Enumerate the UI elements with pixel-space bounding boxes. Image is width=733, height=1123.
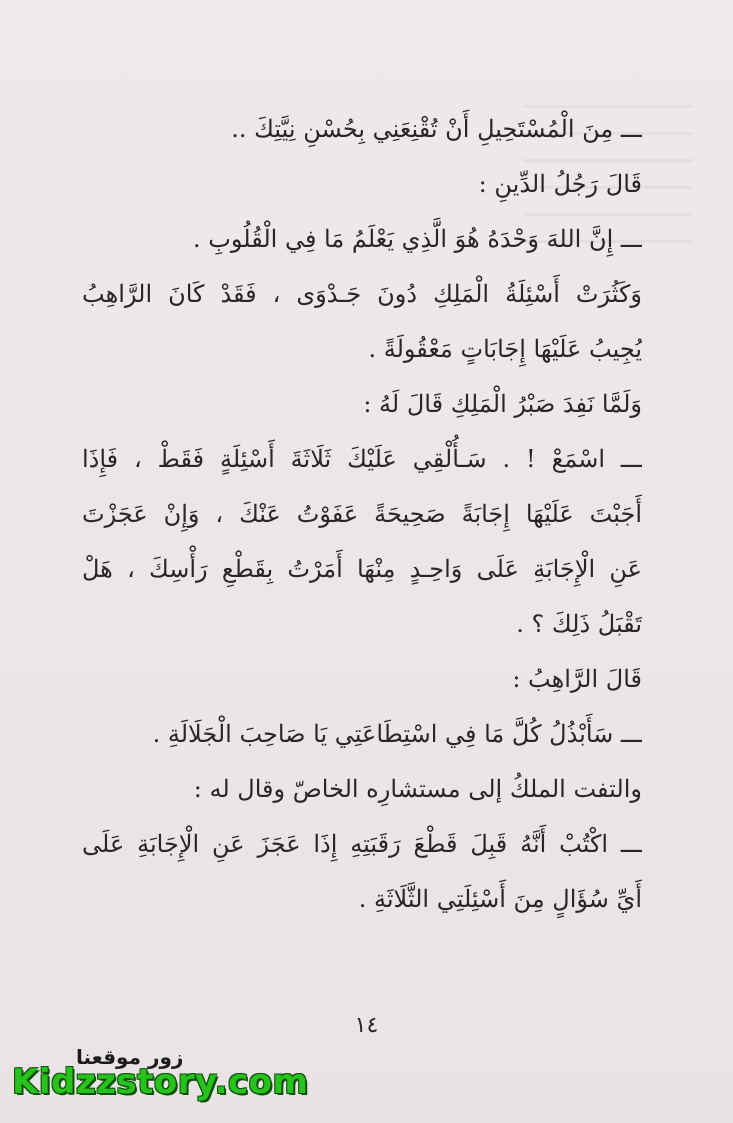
text-line-4: وَكَثُرَتْ أَسْئِلَةُ الْمَلِكِ دُونَ جَـدْوَى ، فَقَدْ كَانَ الرَّاهِبُ [82, 280, 642, 308]
text-line-6: وَلَمَّا نَفِدَ صَبْرُ الْمَلِكِ قَالَ لَهُ : [363, 390, 642, 418]
text-line-3: ـــ إِنَّ اللهَ وَحْدَهُ هُوَ الَّذِي يَعْلَمُ مَا فِي الْقُلُوبِ . [193, 225, 642, 253]
story-text [82, 102, 642, 927]
text-line-5: يُجِيبُ عَلَيْهَا إِجَابَاتٍ مَعْقُولَةً . [368, 335, 642, 363]
text-line-7: ـــ اسْمَعْ ! . سَـأُلْقِي عَلَيْكَ ثَلَاثَةَ أَسْئِلَةٍ فَقَطْ ، فَإِذَا [82, 445, 642, 473]
text-line-14: ـــ اكْتُبْ أَنَّهُ قَبِلَ قَطْعَ رَقَبَتِهِ إِذَا عَجَزَ عَنِ الْإِجَابَةِ عَلَى [82, 830, 642, 858]
text-line-12: ـــ سَأَبْذُلُ كُلَّ مَا فِي اسْتِطَاعَتِي يَا صَاحِبَ الْجَلَالَةِ . [152, 720, 642, 748]
page-number: ١٤ [354, 1013, 379, 1038]
text-line-2: قَالَ رَجُلُ الدِّينِ : [478, 170, 642, 198]
watermark-arabic: زور موقعنا [76, 1045, 184, 1069]
text-line-13: والتفت الملكُ إلى مستشارِه الخاصّ وقال له : [193, 775, 642, 803]
text-line-1: ـــ مِنَ الْمُسْتَحِيلِ أَنْ تُقْنِعَنِي بِحُسْنِ نِيَّتِكَ .. [231, 115, 642, 143]
text-line-9: عَنِ الْإِجَابَةِ عَلَى وَاحِـدٍ مِنْهَا أَمَرْتُ بِقَطْعِ رَأْسِكَ ، هَلْ [82, 555, 642, 583]
text-line-8: أَجَبْتَ عَلَيْهَا إِجَابَةً صَحِيحَةً عَفَوْتُ عَنْكَ ، وَإِنْ عَجَزْتَ [82, 500, 642, 528]
watermark-logo: Kidzzstory.com [12, 1062, 309, 1102]
text-line-10: تَقْبَلُ ذَلِكَ ؟ . [516, 610, 642, 638]
text-line-15: أَيِّ سُؤَالٍ مِنَ أَسْئِلَتِي الثَّلَاثَةِ . [358, 885, 642, 913]
text-line-11: قَالَ الرَّاهِبُ : [512, 665, 642, 693]
